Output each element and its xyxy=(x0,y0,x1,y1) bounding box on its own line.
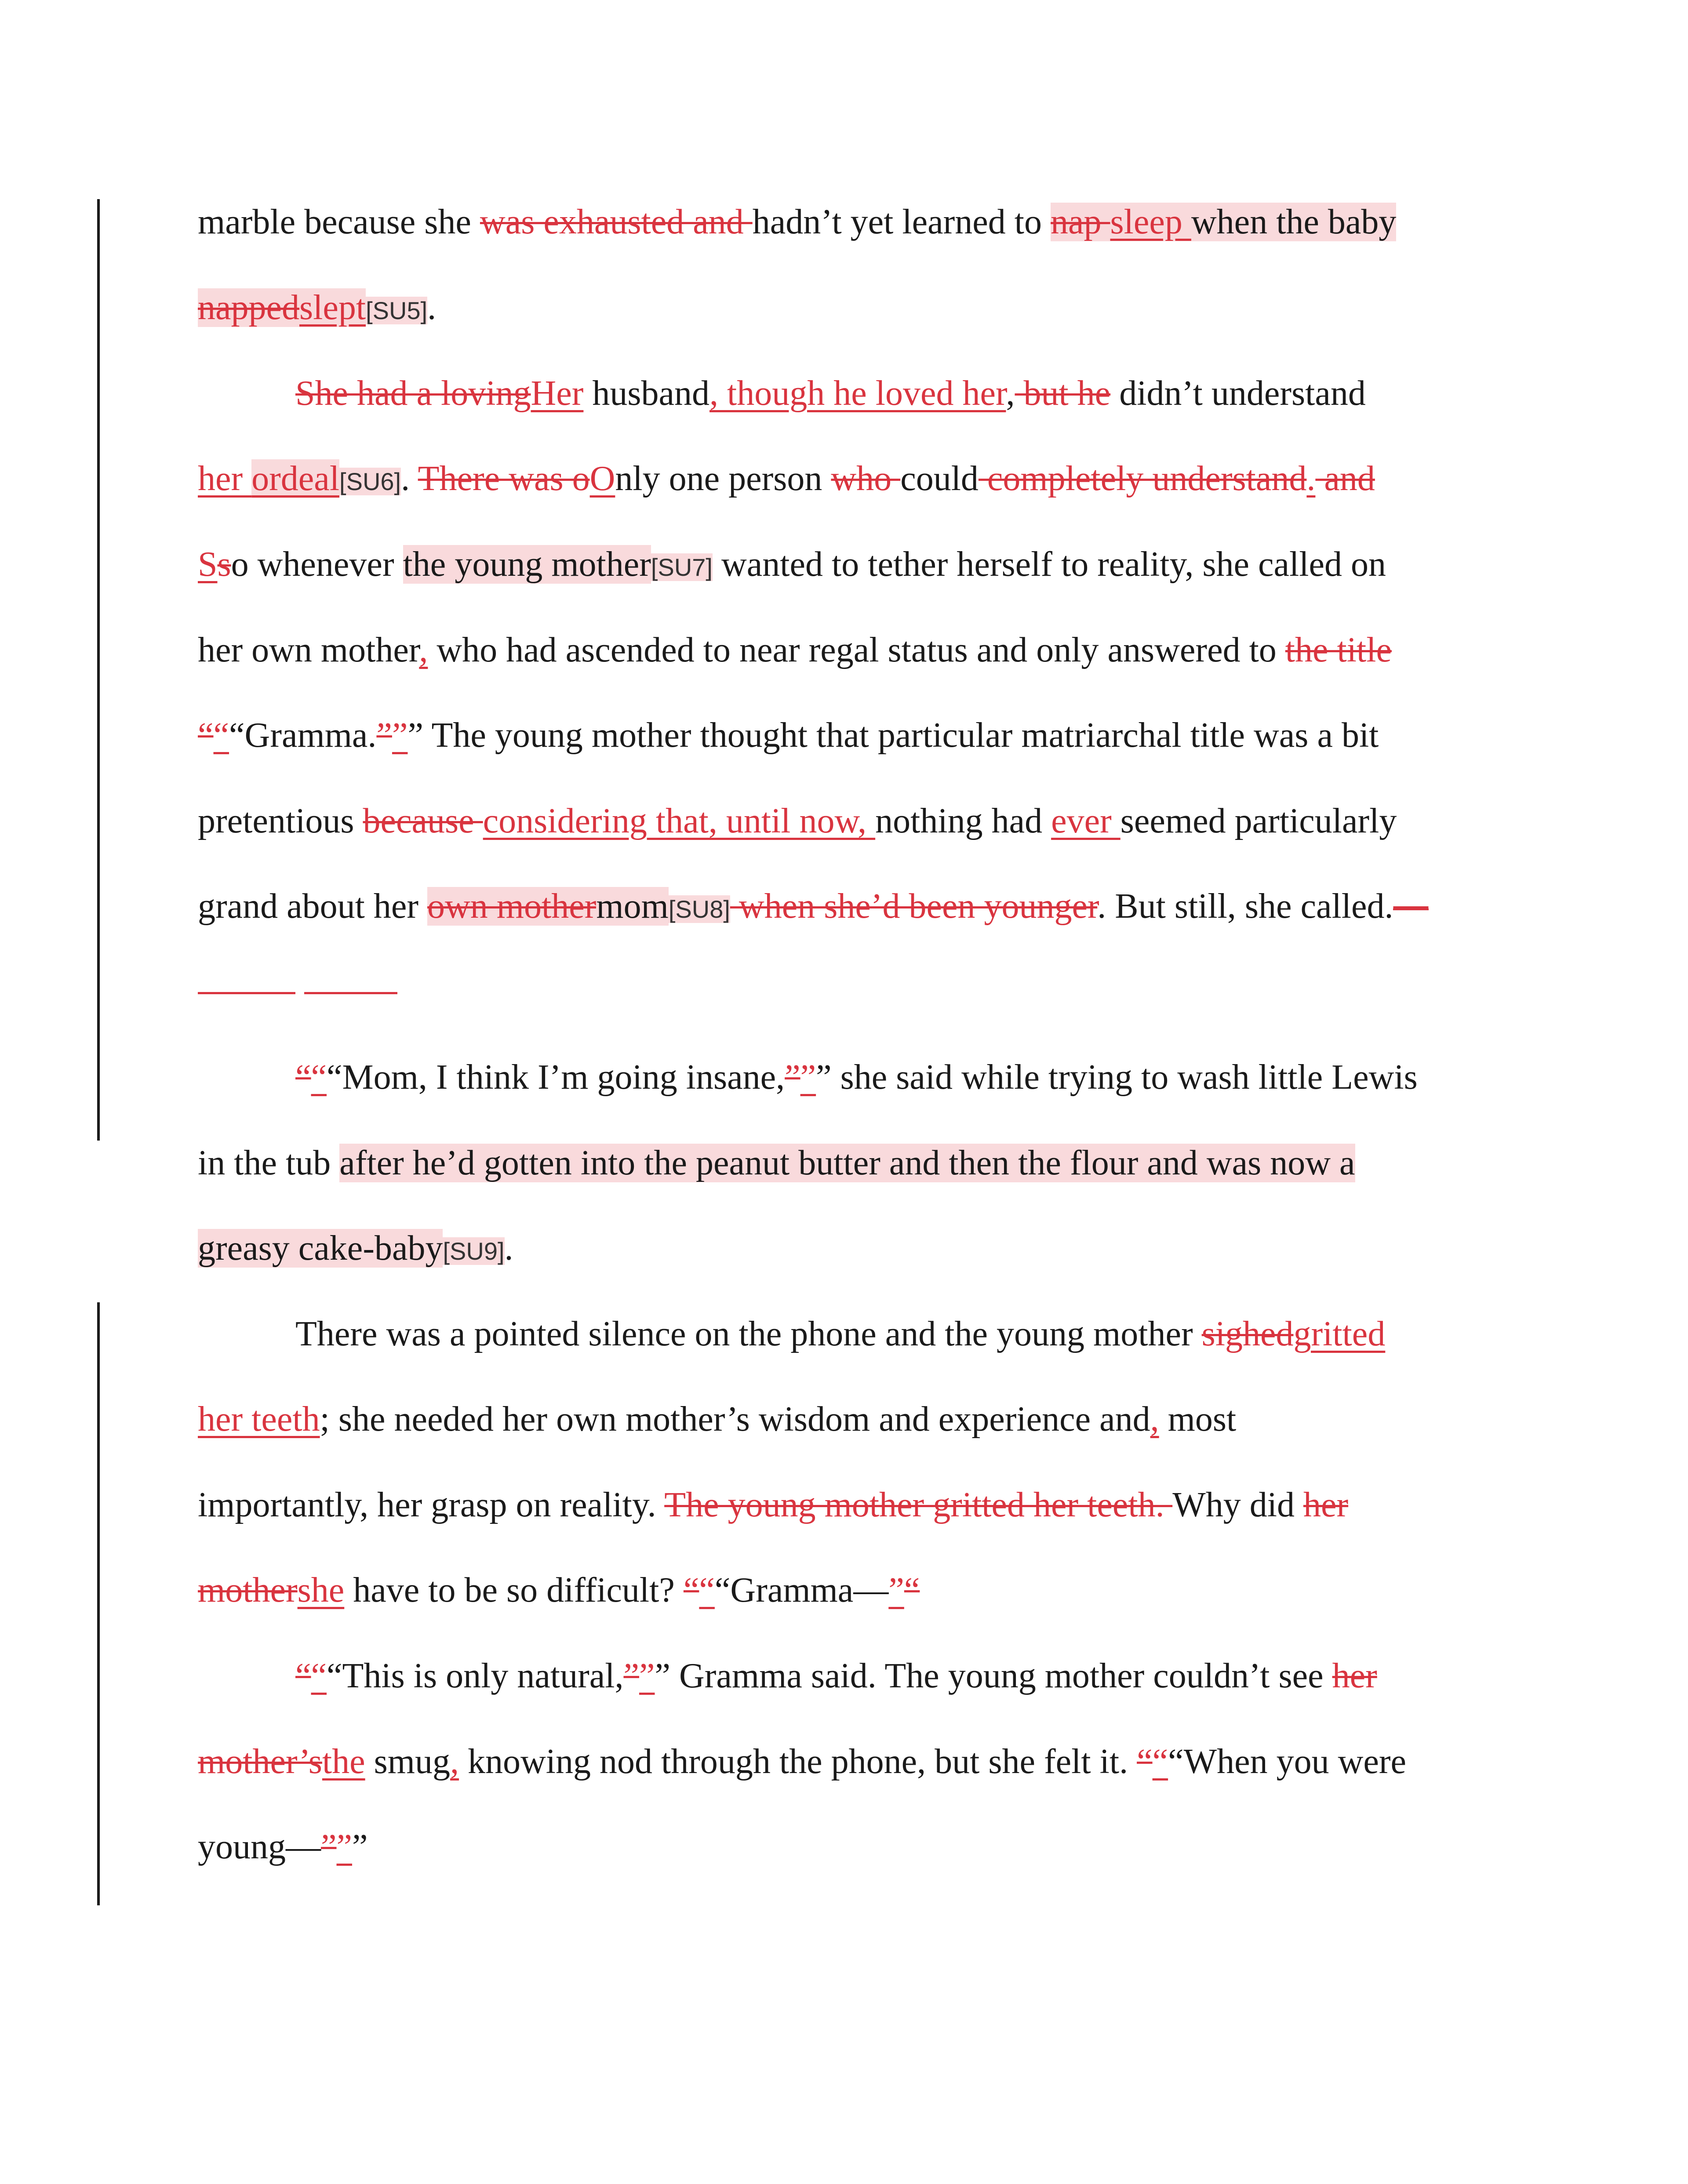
deleted-text: “ xyxy=(683,1571,699,1610)
deleted-text: but he xyxy=(1015,374,1111,413)
text-run: husband xyxy=(583,374,710,413)
text-run: hadn’t yet learned to xyxy=(752,203,1051,241)
deleted-text: mother xyxy=(198,1571,298,1610)
inserted-text: ordeal xyxy=(251,459,340,498)
text-run: . xyxy=(427,288,437,327)
text-run: could xyxy=(900,459,979,498)
text-run: “This is only natural, xyxy=(327,1657,624,1695)
text-line xyxy=(198,1137,1355,1189)
comment-marker[interactable]: [SU6] xyxy=(339,468,401,495)
inserted-text: ” xyxy=(336,1828,353,1866)
deleted-text: nap xyxy=(1051,203,1110,241)
deleted-text: own mother xyxy=(427,887,597,926)
text-line xyxy=(295,367,1366,420)
text-line xyxy=(198,1479,1348,1531)
text-run: o whenever xyxy=(231,545,403,584)
text-run: wanted to tether herself to reality, she called on xyxy=(712,545,1386,584)
text-run: her own mother xyxy=(198,631,419,669)
inserted-text: “ xyxy=(311,1058,327,1097)
inserted-text: ” xyxy=(639,1657,655,1695)
text-line xyxy=(295,1051,1418,1104)
inserted-text: S xyxy=(198,545,218,584)
deleted-text: her xyxy=(1303,1486,1349,1524)
text-line xyxy=(198,196,1396,248)
text-run: . xyxy=(504,1229,513,1268)
deleted-text: the title xyxy=(1285,631,1392,669)
inserted-text: , xyxy=(419,631,428,669)
text-line xyxy=(198,538,1386,591)
deleted-text: ” xyxy=(321,1828,337,1866)
deleted-dash-line xyxy=(198,992,295,994)
inserted-text: “ xyxy=(311,1657,327,1695)
inserted-text: sleep xyxy=(1110,203,1191,241)
inserted-text: , xyxy=(1150,1400,1159,1439)
text-run: ; she needed her own mother’s wisdom and experience and xyxy=(320,1400,1150,1439)
deleted-text: s xyxy=(217,545,231,584)
inserted-text: ” xyxy=(392,716,408,755)
text-run: most xyxy=(1159,1400,1237,1439)
deleted-text: “ xyxy=(1137,1742,1153,1781)
text-line xyxy=(198,1735,1406,1788)
text-line xyxy=(198,624,1392,676)
inserted-text: “ xyxy=(1152,1742,1168,1781)
deleted-text: The young mother gritted her teeth. xyxy=(664,1486,1173,1524)
text-line xyxy=(295,1308,1385,1360)
text-run: “Mom, I think I’m going insane, xyxy=(327,1058,785,1097)
text-run: ” she said while trying to wash little Lewis xyxy=(816,1058,1418,1097)
text-run: didn’t understand xyxy=(1110,374,1366,413)
inserted-text: “ xyxy=(699,1571,715,1610)
inserted-text: ever xyxy=(1051,802,1120,840)
text-run: in the tub xyxy=(198,1144,340,1182)
deleted-text: There was o xyxy=(418,459,590,498)
inserted-text: “ xyxy=(213,716,229,755)
text-line xyxy=(198,1222,513,1275)
inserted-text: ” xyxy=(800,1058,816,1097)
text-run: pretentious xyxy=(198,802,363,840)
text-line xyxy=(295,1650,1377,1702)
comment-marker[interactable]: [SU9] xyxy=(443,1237,505,1265)
inserted-text: O xyxy=(589,459,615,498)
text-run: nly one person xyxy=(615,459,831,498)
deleted-text: ” xyxy=(785,1058,800,1097)
deleted-text: napped xyxy=(198,288,300,327)
inserted-dash-line xyxy=(304,992,397,994)
deleted-text: and xyxy=(1315,459,1375,498)
inserted-text: her xyxy=(198,459,252,498)
text-run: Why did xyxy=(1172,1486,1303,1524)
text-run: ” The young mother thought that particular matriarchal title was a bit xyxy=(407,716,1379,755)
text-run: “Gramma— xyxy=(714,1571,889,1610)
inserted-text: Her xyxy=(531,374,584,413)
text-run: who had ascended to near regal status and only answered to xyxy=(428,631,1285,669)
deleted-text: her xyxy=(1332,1657,1377,1695)
change-bar xyxy=(97,1302,100,1905)
inserted-text: , xyxy=(450,1742,459,1781)
deleted-text: completely understand xyxy=(978,459,1307,498)
text-line xyxy=(198,281,436,334)
inserted-text: gritted xyxy=(1293,1315,1386,1353)
deleted-text: because xyxy=(363,802,483,840)
inserted-text: she xyxy=(297,1571,345,1610)
text-run: “Gramma. xyxy=(229,716,377,755)
text-line xyxy=(198,795,1397,847)
text-run: importantly, her grasp on reality. xyxy=(198,1486,665,1524)
text-run: after he’d gotten into the peanut butter and then the flour and was now a xyxy=(339,1144,1355,1182)
text-run: greasy cake-baby xyxy=(198,1229,443,1268)
deleted-text: “ xyxy=(198,716,214,755)
text-run: have to be so difficult? xyxy=(344,1571,684,1610)
text-run: young— xyxy=(198,1828,321,1866)
deleted-text: “ xyxy=(295,1657,311,1695)
text-run: ” Gramma said. The young mother couldn’t see xyxy=(655,1657,1332,1695)
text-run: There was a pointed silence on the phone and the young mother xyxy=(295,1315,1202,1353)
deleted-text: “ xyxy=(295,1058,311,1097)
deleted-text: ” xyxy=(376,716,392,755)
text-line xyxy=(198,880,1428,933)
deleted-text: sighed xyxy=(1201,1315,1294,1353)
inserted-text: considering that, until now, xyxy=(483,802,876,840)
deleted-text: who xyxy=(831,459,901,498)
deleted-text: was exhausted and xyxy=(480,203,753,241)
deleted-text: when she’d been younger xyxy=(730,887,1098,926)
inserted-text: ” xyxy=(888,1571,904,1610)
text-run: , xyxy=(1006,374,1015,413)
inserted-text: her teeth xyxy=(198,1400,320,1439)
deleted-text: “ xyxy=(904,1571,920,1610)
text-run: . But still, she called. xyxy=(1097,887,1393,926)
text-run: “When you were xyxy=(1168,1742,1407,1781)
text-line xyxy=(198,1821,368,1873)
text-run: ” xyxy=(352,1828,368,1866)
comment-marker[interactable]: [SU8] xyxy=(668,895,730,923)
inserted-text: . xyxy=(1306,459,1316,498)
text-run: . xyxy=(401,459,418,498)
deleted-text: ” xyxy=(623,1657,639,1695)
text-run: when the baby xyxy=(1191,203,1397,241)
text-run: seemed particularly xyxy=(1120,802,1397,840)
text-run: mom xyxy=(596,887,669,926)
text-run: knowing nod through the phone, but she felt it. xyxy=(459,1742,1137,1781)
change-bar xyxy=(97,199,100,1141)
text-line xyxy=(198,709,1379,762)
inserted-text: the xyxy=(322,1742,365,1781)
inserted-text: slept xyxy=(299,288,366,327)
comment-marker[interactable]: [SU7] xyxy=(651,553,713,581)
inserted-text: , though he loved her xyxy=(709,374,1006,413)
deleted-text: mother’s xyxy=(198,1742,322,1781)
comment-marker[interactable]: [SU5] xyxy=(366,297,428,324)
text-line xyxy=(198,1564,920,1617)
deleted-text: She had a loving xyxy=(295,374,531,413)
text-run: the young mother xyxy=(403,545,651,584)
text-line xyxy=(198,1393,1236,1446)
text-run: marble because she xyxy=(198,203,480,241)
text-run: smug xyxy=(365,1742,451,1781)
text-run: nothing had xyxy=(875,802,1051,840)
text-run: grand about her xyxy=(198,887,428,926)
text-line xyxy=(198,452,1375,505)
deleted-text: — xyxy=(1393,887,1429,926)
